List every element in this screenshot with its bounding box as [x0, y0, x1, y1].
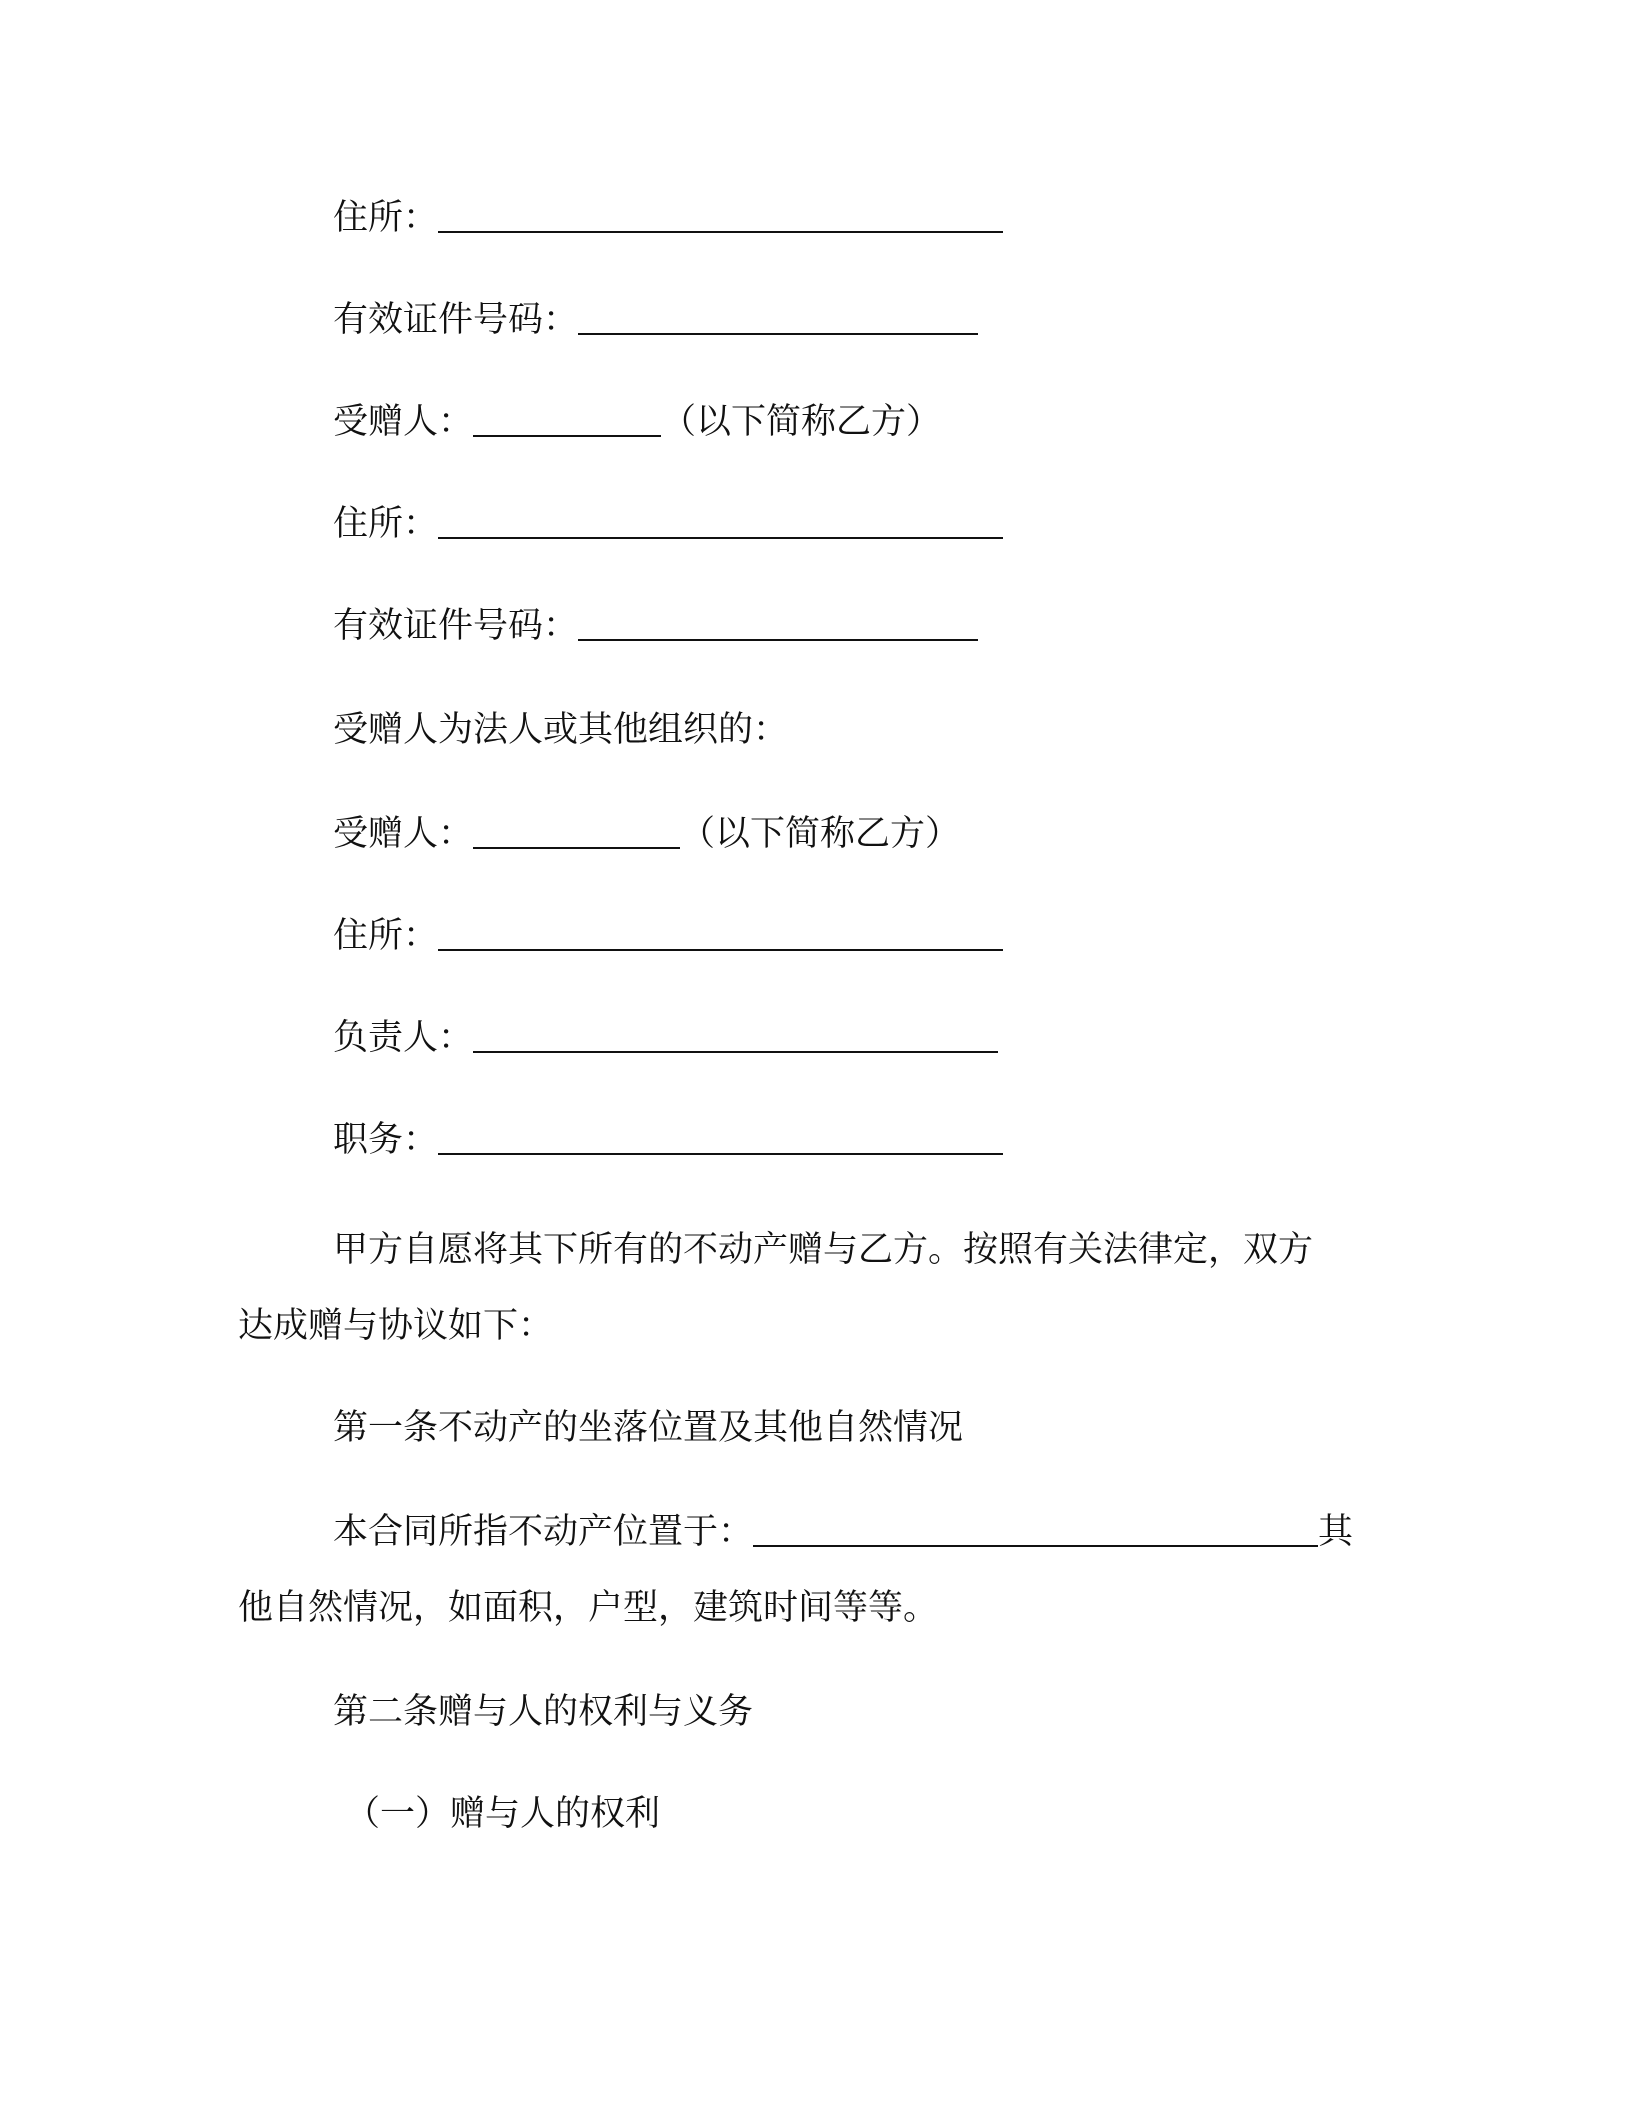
organization-note: [0, 706, 1632, 754]
article-title-text: 第二条赠与人的权利与义务: [333, 1692, 754, 1732]
id-number-blank[interactable]: [578, 297, 978, 335]
location-tail: 其: [1318, 1512, 1354, 1552]
donee-suffix: （以下简称乙方）: [661, 402, 942, 442]
id-number-label: 有效证件号码：: [333, 606, 579, 646]
address-line-3: [0, 912, 1632, 960]
article-title-text: 第一条不动产的坐落位置及其他自然情况: [333, 1408, 964, 1448]
id-number-label: 有效证件号码：: [333, 300, 579, 340]
agreement-paragraph-line-2: [0, 1302, 1632, 1350]
article-1-title: [0, 1404, 1632, 1452]
responsible-person-blank[interactable]: [473, 1015, 998, 1053]
location-paragraph-line-2: [0, 1584, 1632, 1632]
location-paragraph-text: 他自然情况，如面积，户型，建筑时间等等。: [238, 1588, 939, 1628]
location-blank[interactable]: [753, 1509, 1318, 1547]
location-label: 本合同所指不动产位置于：: [333, 1512, 754, 1552]
organization-note-text: 受赠人为法人或其他组织的：: [333, 710, 789, 750]
responsible-person-label: 负责人：: [333, 1018, 474, 1058]
agreement-paragraph-line-1: [0, 1226, 1632, 1274]
position-label: 职务：: [333, 1120, 439, 1160]
address-blank[interactable]: [438, 501, 1003, 539]
address-label: 住所：: [333, 916, 439, 956]
agreement-paragraph-text: 甲方自愿将其下所有的不动产赠与乙方。按照有关法律定，双方: [333, 1230, 1314, 1270]
article-2-title: [0, 1688, 1632, 1736]
donee-line-1: [0, 398, 1632, 446]
id-number-line-2: [0, 602, 1632, 650]
agreement-paragraph-text: 达成赠与协议如下：: [238, 1306, 554, 1346]
section-title-text: （一）赠与人的权利: [345, 1794, 661, 1834]
donee-label: 受赠人：: [333, 402, 474, 442]
donee-blank[interactable]: [473, 811, 680, 849]
donee-suffix: （以下简称乙方）: [680, 814, 961, 854]
id-number-blank[interactable]: [578, 603, 978, 641]
address-blank[interactable]: [438, 913, 1003, 951]
location-paragraph-line-1: [0, 1508, 1632, 1556]
donee-blank[interactable]: [473, 399, 661, 437]
address-label: 住所：: [333, 504, 439, 544]
position-blank[interactable]: [438, 1117, 1003, 1155]
responsible-person-line: [0, 1014, 1632, 1062]
address-line-2: [0, 500, 1632, 548]
donee-line-2: [0, 810, 1632, 858]
donee-label: 受赠人：: [333, 814, 474, 854]
address-line-1: [0, 194, 1632, 242]
position-line: [0, 1116, 1632, 1164]
section-1-title: [0, 1790, 1632, 1838]
address-label: 住所：: [333, 198, 439, 238]
address-blank[interactable]: [438, 195, 1003, 233]
id-number-line-1: [0, 296, 1632, 344]
